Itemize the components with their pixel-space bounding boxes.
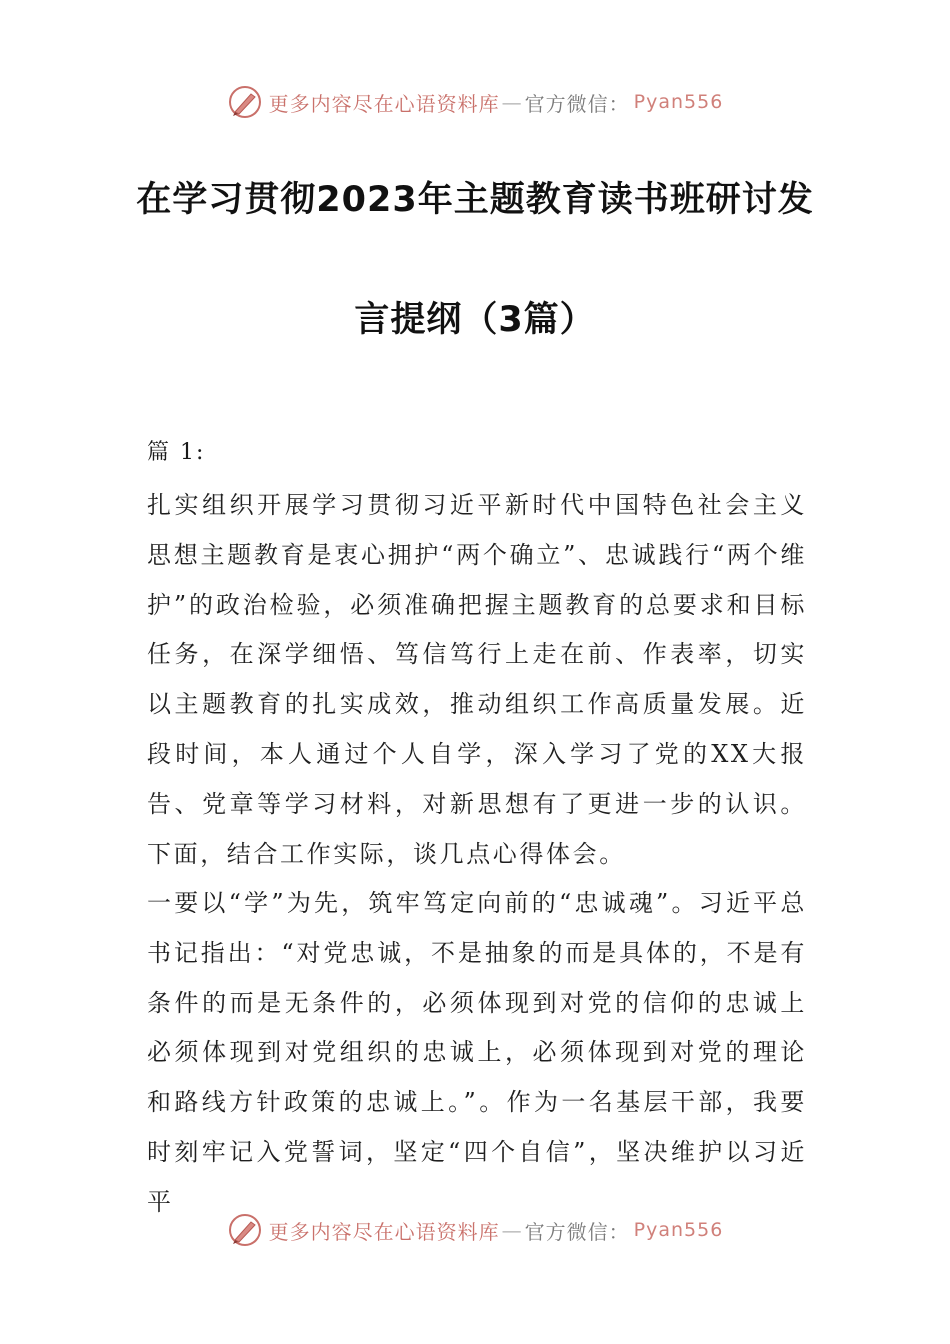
pen-logo-icon [227, 1212, 263, 1248]
pen-logo-icon [227, 84, 263, 120]
wechat-label: 官方微信： [524, 1219, 630, 1244]
header-banner [0, 82, 950, 122]
footer-banner [0, 1210, 950, 1250]
banner-text: 更多内容尽在心语资料库 [268, 1219, 500, 1244]
paragraph-1-text: 扎实组织开展学习贯彻习近平新时代中国特色社会主义思想主题教育是衷心拥护“两个确立”、忠诚践行“两个维护”的政治检验，必须准确把握主题教育的总要求和目标任务，在深学细悟、笃信笃行上走在前、作表率，切实以主题教育的扎实成效，推动组织工作高质量发展。近段时间，本人通过个人自学，深入学习了党的XX大报告、党章等学习材料，对新思想有了更进一步的认识。下面，结合工作实际，谈几点心得体会。 [147, 491, 807, 868]
banner-text: 更多内容尽在心语资料库 [268, 91, 500, 116]
paragraph-2-text: 一要以“学”为先，筑牢笃定向前的“忠诚魂”。习近平总书记指出：“对党忠诚，不是抽象的而是具体的，不是有条件的而是无条件的，必须体现到对党的信仰的忠诚上必须体现到对党组织的忠诚上，必须体现到对党的理论和路线方针政策的忠诚上。”。作为一名基层干部，我要时刻牢记入党誓词，坚定“四个自信”，坚决维护以习近平 [147, 889, 807, 1216]
body-paragraph [147, 481, 807, 879]
banner-dash: — [501, 90, 523, 114]
wechat-id: Pyan556 [633, 91, 724, 113]
document-title-line-2: 言提纲（3篇） [354, 300, 596, 340]
body-paragraph [147, 879, 807, 1228]
document-title-line-1: 在学习贯彻2023年主题教育读书班研讨发 [136, 180, 814, 220]
wechat-id: Pyan556 [633, 1219, 724, 1241]
wechat-label: 官方微信： [524, 91, 630, 116]
section-label: 篇 1: [147, 440, 206, 465]
banner-dash: — [501, 1218, 523, 1242]
